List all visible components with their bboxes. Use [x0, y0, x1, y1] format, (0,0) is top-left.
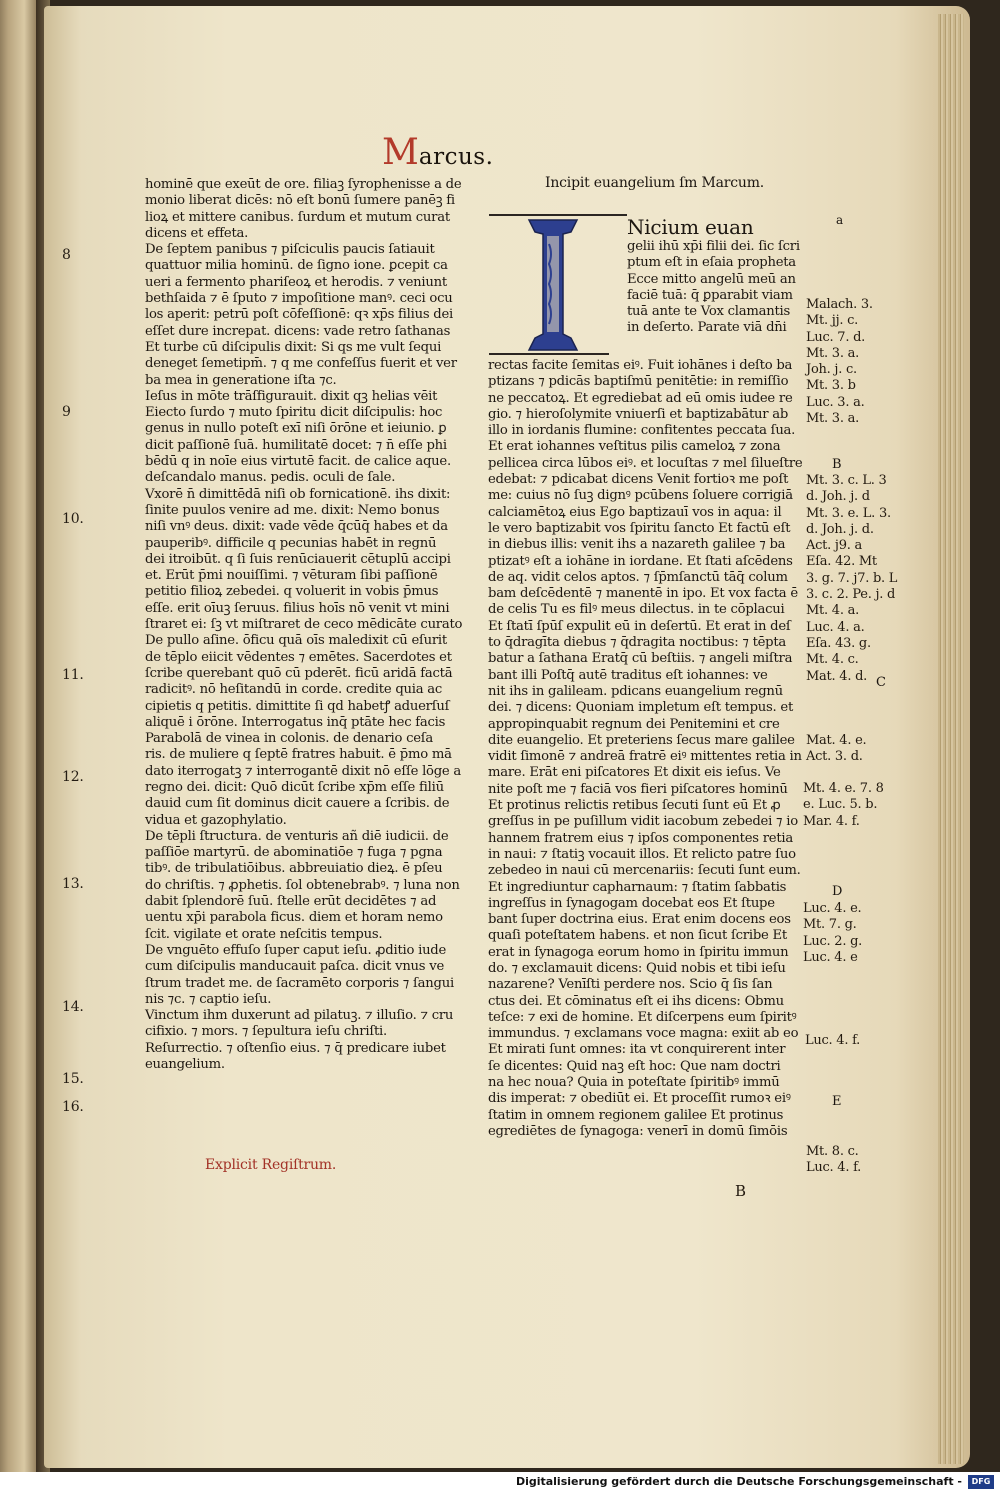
text-line: dis imperat: ⁊ obediūt ei. Et proceſſit rumoꝛ eiꝰ — [488, 1091, 791, 1107]
margin-references-c2 — [803, 781, 884, 830]
margin-reference: Act. j9. a — [806, 538, 862, 554]
text-line: do chriſtis. ⁊ ꝓphetis. ſol obtenebrabꝰ. ⁊ luna non — [145, 877, 460, 893]
margin-reference: Luc. 3. a. — [806, 394, 865, 410]
previous-page-edge — [0, 0, 38, 1472]
margin-reference: d. Joh. j. d — [806, 489, 870, 505]
chapter-number: 11. — [62, 667, 84, 683]
running-head-initial: M — [382, 132, 419, 173]
right-column-opening — [627, 215, 800, 337]
text-line: regno dei. dicit: Quō dicūt ſcribe xp̄m eſſe filiū — [145, 779, 444, 795]
chapter-number: 15. — [62, 1071, 84, 1087]
page-edges — [938, 14, 964, 1464]
margin-reference: Luc. 7. d. — [806, 329, 866, 345]
margin-reference: Luc. 4. a. — [806, 619, 865, 635]
text-line: faciē tuā: q̄ ꝑparabit viam — [627, 287, 793, 303]
margin-reference: Mar. 4. f. — [803, 813, 860, 829]
margin-reference: Luc. 4. e — [803, 949, 858, 965]
text-line: Et ſtatī ſpūſ expulit eū in deſertū. Et erat in deſ — [488, 618, 791, 634]
footer-bar — [0, 1472, 1000, 1493]
incipit-text: Incipit euangelium ſm Marcum. — [545, 175, 765, 191]
text-line: tibꝰ. de tribulatiōibus. abbreuiatio dieꝝ. ē pſeu — [145, 861, 443, 877]
text-line: bam deſcēdentē ⁊ manentē in ipo. Et vox facta ē — [488, 586, 798, 602]
text-line: Et mirati ſunt omnes: ita vt conquirerent inter — [488, 1042, 786, 1058]
margin-reference: Mt. 3. b — [806, 378, 856, 394]
margin-reference: Eſa. 43. g. — [806, 635, 871, 651]
text-line: Eiecto ſurdo ⁊ muto ſpiritu dicit diſcipulis: hoc — [145, 405, 443, 421]
text-line: ris. de muliere q ſeptē fratres habuit. ē p̄mo mā — [145, 747, 452, 763]
text-line: ueri a fermento phariſeoꝝ et herodis. ⁊ veniunt — [145, 274, 447, 290]
text-line: los aperit: petrū poſt cōfeſſionē: qꝛ xp̄s filius dei — [145, 307, 454, 323]
margin-references-e — [806, 1144, 861, 1177]
text-line: et. Erūt p̄mi nouiſſimi. ⁊ vēturam ſibi paſſionē — [145, 568, 438, 584]
margin-reference: 3. c. 2. Pe. j. d — [806, 587, 896, 603]
margin-letter-e: E — [832, 1094, 842, 1109]
text-line: dato iterrogatꝫ ⁊ interrogantē dixit nō eſſe lōge a — [145, 763, 462, 779]
explicit-text: Explicit Regiſtrum. — [205, 1157, 337, 1173]
text-line: Et erat iohannes veſtitus pilis cameloꝝ ⁊ zona — [488, 439, 781, 455]
text-line: appropinquabit regnum dei Penitemini et cre — [488, 716, 780, 732]
text-line: in diebus illis: venit ihs a nazareth galilee ⁊ ba — [488, 537, 786, 553]
margin-references-d2 — [805, 1033, 860, 1049]
chapter-number: 16. — [62, 1099, 84, 1115]
text-line: de aq. vidit celos aptos. ⁊ ſp̄mſanctū tāq̄ colum — [488, 569, 788, 585]
text-line: de celis Tu es filꝰ meus dilectus. in te cōplacui — [488, 602, 785, 618]
text-line: ſcit. vigilate et orate neſcitis tempus. — [145, 926, 383, 942]
text-line: pauperibꝰ. difficile q pecunias habēt in regnū — [145, 535, 437, 551]
text-line: ſcribe querebant quō cū pderēt. ficū aridā factā — [145, 665, 453, 681]
text-line: dicit paſſionē ſuā. humilitatē docet: ⁊ n̄ eſſe phi — [145, 437, 447, 453]
text-line: edebat: ⁊ pdicabat dicens Venit fortioꝛ me poſt — [488, 472, 789, 488]
text-line: bethſaida ⁊ ē ſputo ⁊ impoſitione manꝰ. ceci ocu — [145, 291, 453, 307]
text-line: illo in iordanis flumine: confitentes peccata ſua. — [488, 423, 796, 439]
text-line: bant ſuper doctrina eius. Erat enim docens eos — [488, 912, 791, 928]
text-line: nazarene? Venīſti perdere nos. Scio q̄ ſis ſan — [488, 977, 773, 993]
chapter-number: 8 — [62, 247, 71, 263]
margin-reference: e. Luc. 5. b. — [803, 797, 878, 813]
text-line: mare. Erāt eni piſcatores Et dixit eis ieſus. Ve — [488, 765, 781, 781]
text-line: ctus dei. Et cōminatus eſt ei ihs dicens: Obmu — [488, 993, 784, 1009]
margin-reference: Act. 3. d. — [806, 749, 863, 765]
text-line: ingreſſus in ſynagogam docebat eos Et ſtupe — [488, 895, 775, 911]
margin-reference: Luc. 4. f. — [806, 1160, 862, 1176]
text-line: eſſet dure increpat. dicens: vade retro ſathanas — [145, 323, 451, 339]
margin-letter-a: a — [836, 213, 843, 227]
text-line: me: cuius nō ſuꝫ dignꝰ pcūbens ſoluere corrigiā — [488, 488, 793, 504]
text-line: do. ⁊ exclamauit dicens: Quid nobis et tibi ieſu — [488, 960, 786, 976]
text-line: nit ihs in galileam. pdicans euangelium regnū — [488, 683, 783, 699]
right-text-column — [488, 358, 803, 1140]
text-line: deſcandalo manus. pedis. oculi de ſale. — [145, 470, 396, 486]
text-line: gio. ⁊ hieroſolymite vniuerſi et baptizabātur ab — [488, 406, 789, 422]
text-line: in deſerto. Parate viā dn̄i — [627, 320, 787, 336]
text-line: De vnguēto effuſo ſuper caput ieſu. ꝓditio iude — [145, 942, 447, 958]
margin-reference: Mt. 3. e. L. 3. — [806, 505, 891, 521]
text-line: le vero baptizabit vos ſpiritu ſancto Et factū eſt — [488, 520, 791, 536]
incipit-line — [545, 176, 764, 192]
text-line: to q̄dragīta diebus ⁊ q̄dragita noctibus: ⁊ tēpta — [488, 635, 787, 651]
text-line: ptizatꝰ eſt a iohāne in iordane. Et ſtati aſcēdens — [488, 553, 793, 569]
text-line: Parabolā de vinea in colonis. de denario ceſa — [145, 731, 434, 747]
text-line: cipietis q petitis. dimittite ſi qd habetꝭ aduerſuſ — [145, 698, 450, 714]
text-line: Et turbe cū diſcipulis dixit: Si qs me vult ſequi — [145, 339, 442, 355]
margin-letter-d: D — [832, 884, 843, 899]
text-line: hannem fratrem eius ⁊ ipſos componentes retia — [488, 830, 793, 846]
text-line: cum diſcipulis manducauit paſca. dicit vnus ve — [145, 959, 445, 975]
margin-reference: Mt. 3. a. — [806, 411, 859, 427]
text-line: dicens et effeta. — [145, 225, 249, 241]
text-line: dabit ſplendorē ſuū. ſtelle erūt decidētes ⁊ ad — [145, 894, 437, 910]
text-line: nite poſt me ⁊ faciā vos fieri piſcatores hominū — [488, 781, 788, 797]
text-line: ſtraret ei: ſꝫ vt miſtraret de ceco mēdicāte curato — [145, 617, 463, 633]
text-line: gelii ihū xp̄i filii dei. ſic ſcri — [627, 239, 800, 254]
text-line: ne peccatoꝝ. Et egrediebat ad eū omis iudee re — [488, 390, 793, 406]
text-line: niſi vnꝰ deus. dixit: vade vēde q̄cūq̄ habes et da — [145, 519, 448, 535]
text-line: immundus. ⁊ exclamans voce magna: exiit ab eo — [488, 1026, 799, 1042]
text-line: Ieſus in mōte trāſfigurauit. dixit qꝫ helias vēit — [145, 388, 438, 404]
text-line: greſſus in pe puſillum vidit iacobum zebedei ⁊ io — [488, 814, 798, 830]
text-line: ſtrum tradet me. de ſacramēto corporis ⁊ ſangui — [145, 975, 454, 991]
text-line: vidit ſimonē ⁊ andreā fratrē eiꝰ mittentes retia in — [488, 749, 802, 765]
text-line: quattuor milia hominū. de ſigno ione. ꝑcepit ca — [145, 258, 448, 274]
running-head-title: arcus. — [418, 144, 494, 170]
text-line: de tēplo eiicit vēdentes ⁊ emētes. Sacerdotes et — [145, 649, 452, 665]
margin-reference: Mt. 8. c. — [806, 1144, 859, 1159]
margin-reference: Luc. 4. e. — [803, 901, 862, 916]
text-line: ptizans ⁊ pdicās baptiſmū penitētie: in remiſſio — [488, 374, 789, 390]
chapter-number: 9 — [62, 404, 71, 420]
text-line: bēdū q in noīe eius virtutē facit. de calice aque. — [145, 454, 451, 470]
text-line: dei. ⁊ dicens: Quoniam impletum eſt tempus. et — [488, 700, 794, 716]
text-line: nis ⁊c. ⁊ captio ieſu. — [145, 991, 272, 1007]
margin-letter-c: C — [876, 675, 886, 690]
margin-references-d — [803, 901, 862, 966]
margin-reference: Luc. 4. f. — [805, 1033, 861, 1048]
text-line: hominē que exeūt de ore. filiaꝫ ſyrophenisse a de — [145, 177, 462, 192]
text-line: cifixio. ⁊ mors. ⁊ ſepultura ieſu chriſti. — [145, 1024, 387, 1040]
running-head — [382, 132, 493, 173]
margin-references-c — [806, 733, 866, 766]
margin-letter-b: B — [832, 457, 842, 472]
text-line: dauid cum ſit dominus dicit cauere a ſcribis. de — [145, 796, 450, 812]
margin-reference: Mt. 3. a. — [806, 345, 859, 361]
text-line: na hec noua? Quia in poteſtate ſpiritibꝰ immū — [488, 1075, 780, 1091]
text-line: aliquē i ōrōne. Interrogatus inq̄ ptāte hec facis — [145, 714, 446, 730]
text-line: dite euangelio. Et preteriens ſecus mare galilee — [488, 732, 795, 748]
text-line: quaſi poteſtatem habens. et non ſicut ſcribe Et — [488, 928, 787, 944]
text-line: ſinite puulos venire ad me. dixit: Nemo bonus — [145, 502, 440, 518]
text-line: vidua et gazophylatio. — [145, 812, 287, 828]
text-line: erat in ſynagoga eorum homo in ſpiritu immun — [488, 944, 789, 960]
text-line: in naui: ⁊ ſtatiꝫ vocauit illos. Et relicto patre ſuo — [488, 846, 796, 862]
text-line: egrediētes de ſynagoga: venerī in domū ſimōis — [488, 1123, 788, 1139]
text-line: pellicea circa lūbos eiꝰ. et locuſtas ⁊ mel ſilueſtre — [488, 455, 803, 471]
chapter-number: 12. — [62, 769, 84, 785]
margin-references-a — [806, 297, 873, 427]
text-line: zebedeo in naui cū mercenariis: ſecuti ſunt eum. — [488, 863, 801, 879]
signature-mark: B — [735, 1182, 747, 1200]
text-line: tuā ante te Vox clamantis — [627, 304, 791, 320]
text-line: Ecce mitto angelū meū an — [627, 271, 796, 287]
text-line: lioꝝ et mittere canibus. ſurdum et mutum curat — [145, 209, 450, 225]
footer-credit: Digitalisierung gefördert durch die Deutsche Forschungsgemeinschaft - — [515, 1475, 962, 1488]
text-line: paſſiōe martyrū. de abominatiōe ⁊ fuga ⁊ pgna — [145, 845, 443, 861]
margin-reference: Joh. j. c. — [806, 362, 857, 378]
text-line: De tēpli ſtructura. de venturis añ diē iudicii. de — [145, 828, 449, 844]
margin-reference: Mt. 7. g. — [803, 917, 857, 933]
margin-reference: Mt. 4. e. 7. 8 — [803, 781, 884, 796]
text-line: euangelium. — [145, 1057, 225, 1073]
text-line: teſce: ⁊ exi de homine. Et diſcerpens eum ſpiritꝰ — [488, 1009, 797, 1025]
text-line: Nicium euan — [627, 215, 754, 239]
margin-reference: Mt. 3. c. L. 3 — [806, 473, 887, 488]
text-line: Vinctum ihm duxerunt ad pilatuꝫ. ⁊ illuſio. ⁊ cru — [145, 1008, 454, 1024]
chapter-number: 10. — [62, 511, 84, 527]
text-line: monio liberat dicēs: nō eſt bonū ſumere panēꝫ fi — [145, 193, 455, 209]
chapter-number: 13. — [62, 876, 84, 892]
left-text-column — [145, 177, 465, 1073]
text-line: rectas facite ſemitas eiꝰ. Fuit iohānes i deſto ba — [488, 358, 793, 373]
dfg-logo: DFG — [968, 1475, 994, 1489]
margin-reference: d. Joh. j. d. — [806, 521, 874, 537]
explicit-line — [205, 1158, 336, 1174]
text-line: uentu xp̄i parabola ficus. diem et horam nemo — [145, 910, 443, 926]
chapter-number: 14. — [62, 999, 84, 1015]
margin-reference: Mat. 4. e. — [806, 733, 867, 748]
text-line: Reſurrectio. ⁊ oſtenſio eius. ⁊ q̄ predicare iubet — [145, 1040, 446, 1056]
text-line: eſſe. erit oīuꝫ ſeruus. filius hoīs nō venit vt mini — [145, 600, 450, 616]
text-line: De ſeptem panibus ⁊ piſciculis paucis ſatiauit — [145, 242, 435, 258]
margin-reference: Mat. 4. d. — [806, 668, 868, 684]
text-line: Et ingrediuntur capharnaum: ⁊ ſtatim ſabbatis — [488, 879, 787, 895]
text-line: ſtatim in omnem regionem galilee Et protinus — [488, 1107, 784, 1123]
margin-reference: Malach. 3. — [806, 297, 873, 312]
text-line: calciamētoꝝ eius Ego baptizauī vos in aqua: il — [488, 504, 782, 520]
text-line: batur a ſathana Eratq̄ cū beſtiis. ⁊ angeli miſtra — [488, 651, 793, 667]
text-line: deneget ſemetipm̄. ⁊ q me confeſſus fuerit et ver — [145, 356, 457, 372]
margin-reference: Mt. jj. c. — [806, 313, 859, 329]
margin-reference: 3. g. 7. j7. b. L — [806, 570, 898, 586]
margin-reference: Mt. 4. a. — [806, 603, 859, 619]
margin-reference: Mt. 4. c. — [806, 652, 859, 668]
text-line: genus in nullo poteſt exī niſi ōrōne et ieiunio. ꝑ — [145, 421, 447, 437]
text-line: petitio filioꝝ zebedei. q voluerit in vobis p̄mus — [145, 584, 439, 600]
text-line: dei itroibūt. q ſi ſuis renūciauerit cētuplū accipi — [145, 551, 451, 567]
text-line: ba mea in generatione iſta ⁊c. — [145, 372, 337, 388]
margin-reference: Eſa. 42. Mt — [806, 554, 877, 570]
margin-reference: Luc. 2. g. — [803, 933, 863, 949]
text-line: ptum eſt in eſaia propheta — [627, 255, 796, 271]
margin-references-b — [806, 473, 897, 685]
text-line: bant illi Poſtq̄ autē traditus eſt iohannes: ve — [488, 667, 768, 683]
text-line: Et protinus relictis retibus ſecuti ſunt eū Et ꝓ — [488, 798, 781, 814]
text-line: ſe dicentes: Quid naꝫ eſt hoc: Que nam doctri — [488, 1058, 781, 1074]
text-line: De pullo aſine. ōficu quā oīs maledixit cū eſurit — [145, 633, 447, 649]
text-line: radicitꝰ. nō heſitandū in corde. credite quia ac — [145, 682, 443, 698]
decorated-initial-letter — [489, 210, 627, 358]
text-line: Vxorē n̄ dimittēdā niſi ob fornicationē. ihs dixit: — [145, 486, 451, 502]
